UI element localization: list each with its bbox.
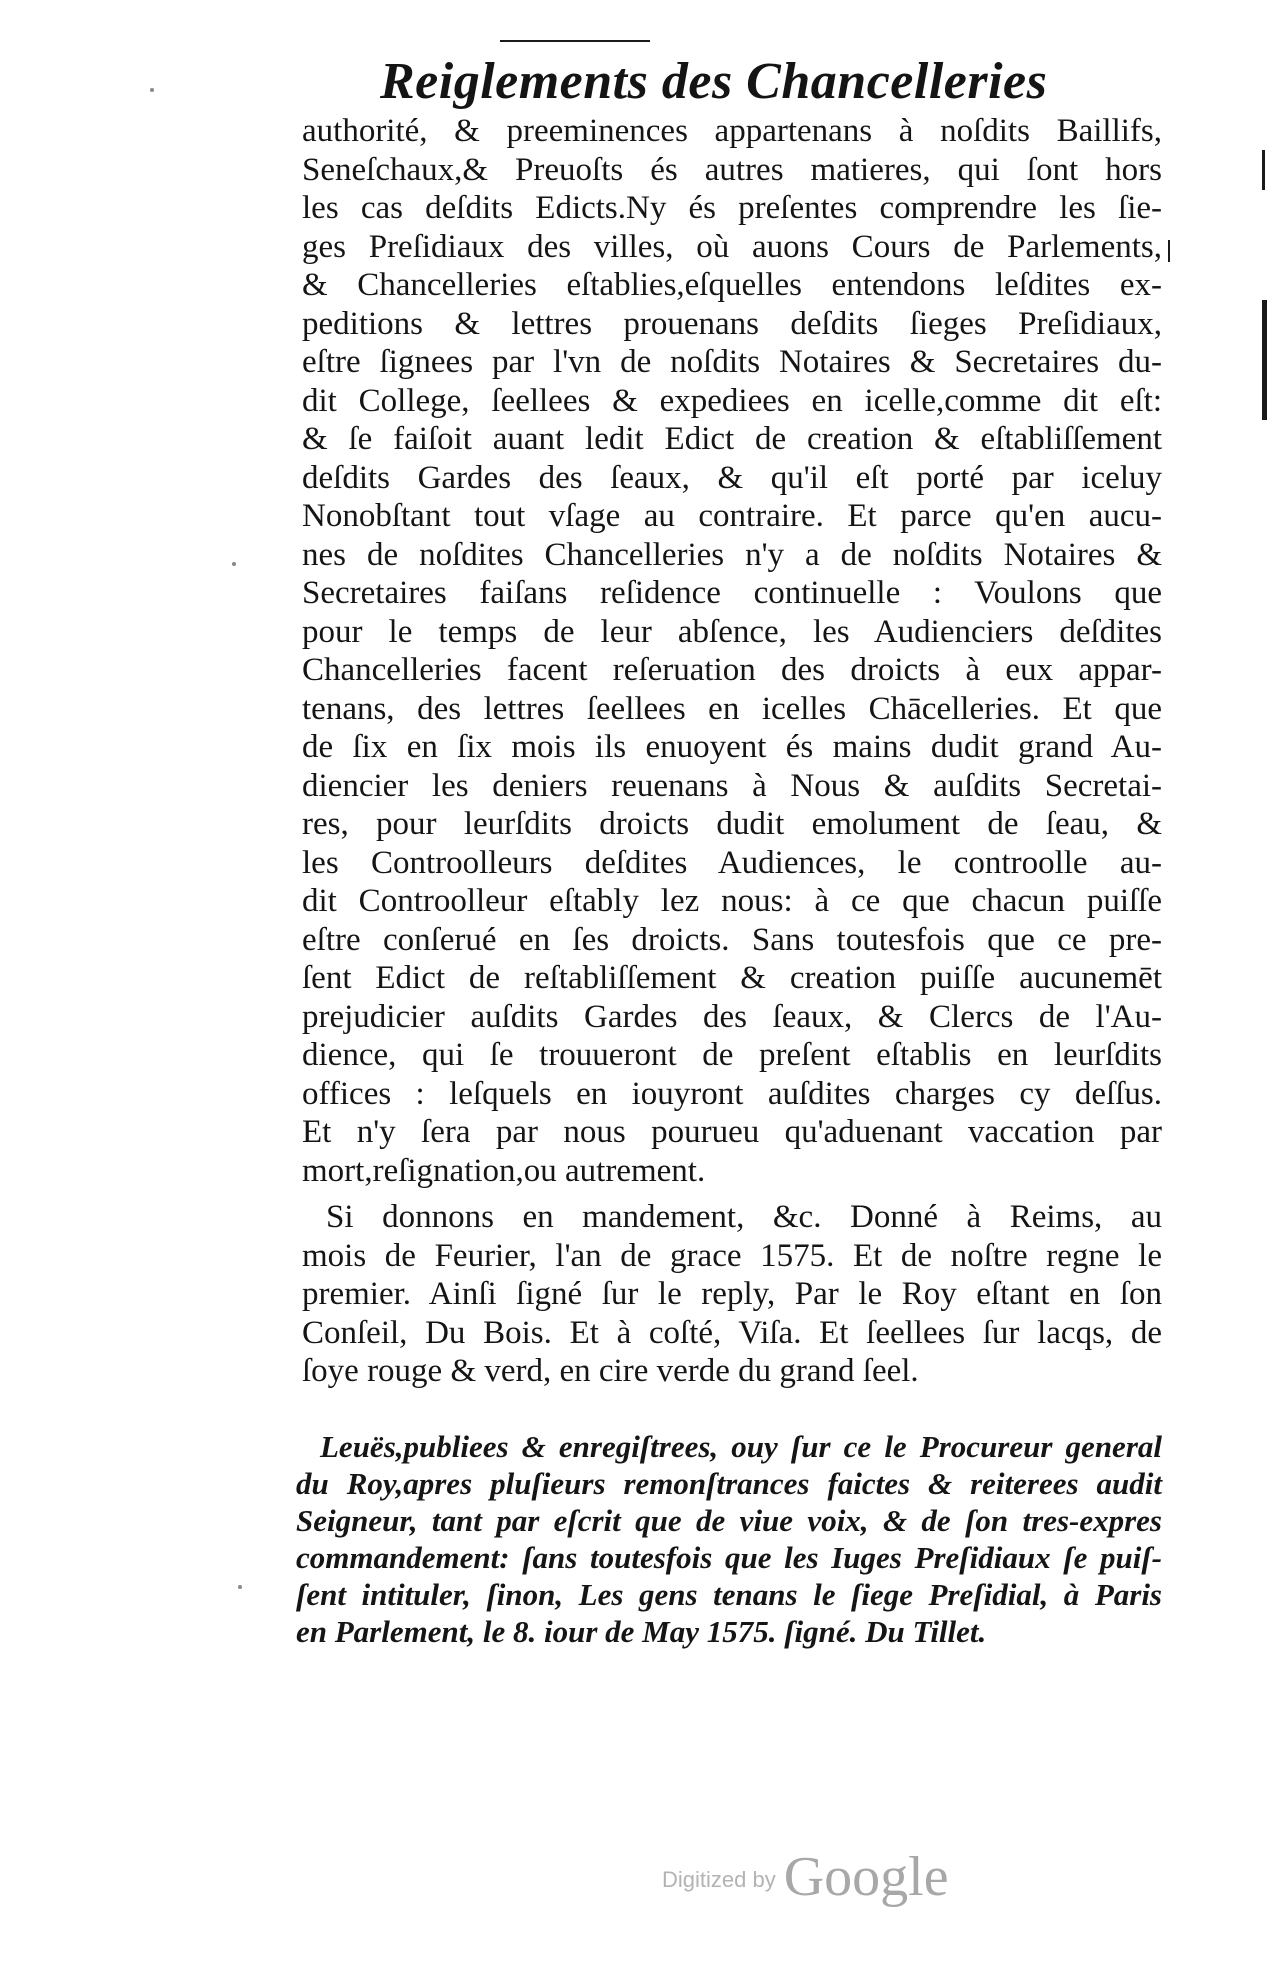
- digitized-by-label: Digitized by: [662, 1867, 776, 1892]
- scan-speck: [232, 562, 236, 566]
- note-line: du Roy,apres pluſieurs remonſtrances faictes & reiterees audit: [296, 1466, 1162, 1501]
- body-line: Nonobſtant tout vſage au contraire. Et parce qu'en aucu-: [302, 498, 1162, 534]
- body-line: dit College, ſeellees & expediees en icelle,comme dit eſt:: [302, 382, 1162, 419]
- edict-body: [302, 112, 1162, 1391]
- scan-speck: [238, 1585, 242, 1589]
- closing-line: Conſeil, Du Bois. Et à coſté, Viſa. Et ſeellees ſur lacqs, de: [302, 1314, 1162, 1351]
- body-line: & ſe faiſoit auant ledit Edict de creation & eſtabliſſement: [302, 421, 1162, 457]
- body-line: les Controolleurs deſdites Audiences, le controolle au-: [302, 844, 1162, 881]
- body-line: prejudicier auſdits Gardes des ſeaux, & Clercs de l'Au-: [302, 998, 1162, 1035]
- margin-tick-mark: [1168, 240, 1170, 262]
- body-line: res, pour leurſdits droicts dudit emolument de ſeau, &: [302, 806, 1162, 842]
- body-line: deſdits Gardes des ſeaux, & qu'il eſt porté par iceluy: [302, 459, 1162, 496]
- margin-bracket-mark: [1262, 300, 1267, 420]
- note-line: Seigneur, tant par eſcrit que de viue voix, & de ſon tres-expres: [296, 1503, 1162, 1538]
- closing-line: Si donnons en mandement, &c. Donné à Reims, au: [326, 1199, 1162, 1235]
- digitized-by-google-stamp: [662, 1845, 949, 1909]
- note-line: commandement: ſans toutesfois que les Iuges Preſidiaux ſe puiſ-: [296, 1540, 1162, 1575]
- body-line: & Chancelleries eſtablies,eſquelles entendons leſdites ex-: [302, 267, 1162, 303]
- body-line: de ſix en ſix mois ils enuoyent és mains dudit grand Au-: [302, 729, 1162, 765]
- margin-tick-mark: [1262, 150, 1265, 190]
- note-line: ſent intituler, ſinon, Les gens tenans le ſiege Preſidial, à Paris: [296, 1577, 1162, 1612]
- body-line: Chancelleries facent reſeruation des droicts à eux appar-: [302, 652, 1162, 688]
- note-line: en Parlement, le 8. iour de May 1575. ſigné. Du Tillet.: [296, 1614, 987, 1649]
- running-head: Reiglements des Chancelleries: [380, 53, 1048, 110]
- body-line: nes de noſdites Chancelleries n'y a de noſdits Notaires &: [302, 536, 1162, 573]
- body-line: mort,reſignation,ou autrement.: [302, 1152, 706, 1189]
- body-line: pour le temps de leur abſence, les Audienciers deſdites: [302, 613, 1162, 650]
- body-line: authorité, & preeminences appartenans à noſdits Baillifs,: [302, 113, 1162, 149]
- body-line: eſtre conſerué en ſes droicts. Sans toutesfois que ce pre-: [302, 921, 1162, 958]
- body-line: offices : leſquels en iouyront auſdites charges cy deſſus.: [302, 1075, 1162, 1112]
- body-line: diencier les deniers reuenans à Nous & auſdits Secretai-: [302, 767, 1162, 804]
- body-line: ges Preſidiaux des villes, où auons Cours de Parlements,: [302, 228, 1162, 265]
- body-line: Secretaires faiſans reſidence continuelle : Voulons que: [302, 575, 1162, 611]
- body-line: dience, qui ſe trouueront de preſent eſtablis en leurſdits: [302, 1037, 1162, 1073]
- note-line: Leuës,publiees & enregiſtrees, ouy ſur ce le Procureur general: [320, 1429, 1162, 1464]
- closing-line: ſoye rouge & verd, en cire verde du grand ſeel.: [302, 1353, 919, 1389]
- scan-speck: [150, 88, 154, 92]
- body-line: peditions & lettres prouenans deſdits ſieges Preſidiaux,: [302, 305, 1162, 342]
- body-line: Et n'y ſera par nous pourueu qu'aduenant vaccation par: [302, 1114, 1162, 1150]
- header-rule-mark: [500, 40, 650, 42]
- google-logo: Google: [783, 1846, 949, 1908]
- body-line: les cas deſdits Edicts.Ny és preſentes comprendre les ſie-: [302, 190, 1162, 226]
- body-line: ſent Edict de reſtabliſſement & creation puiſſe aucunemēt: [302, 960, 1162, 996]
- registration-note: [296, 1428, 1162, 1650]
- body-line: Seneſchaux,& Preuoſts és autres matieres, qui ſont hors: [302, 151, 1162, 188]
- body-line: dit Controolleur eſtably lez nous: à ce que chacun puiſſe: [302, 883, 1162, 919]
- closing-line: premier. Ainſi ſigné ſur le reply, Par le Roy eſtant en ſon: [302, 1276, 1162, 1312]
- closing-line: mois de Feurier, l'an de grace 1575. Et de noſtre regne le: [302, 1237, 1162, 1274]
- body-line: eſtre ſignees par l'vn de noſdits Notaires & Secretaires du-: [302, 344, 1162, 380]
- body-line: tenans, des lettres ſeellees en icelles Chācelleries. Et que: [302, 690, 1162, 727]
